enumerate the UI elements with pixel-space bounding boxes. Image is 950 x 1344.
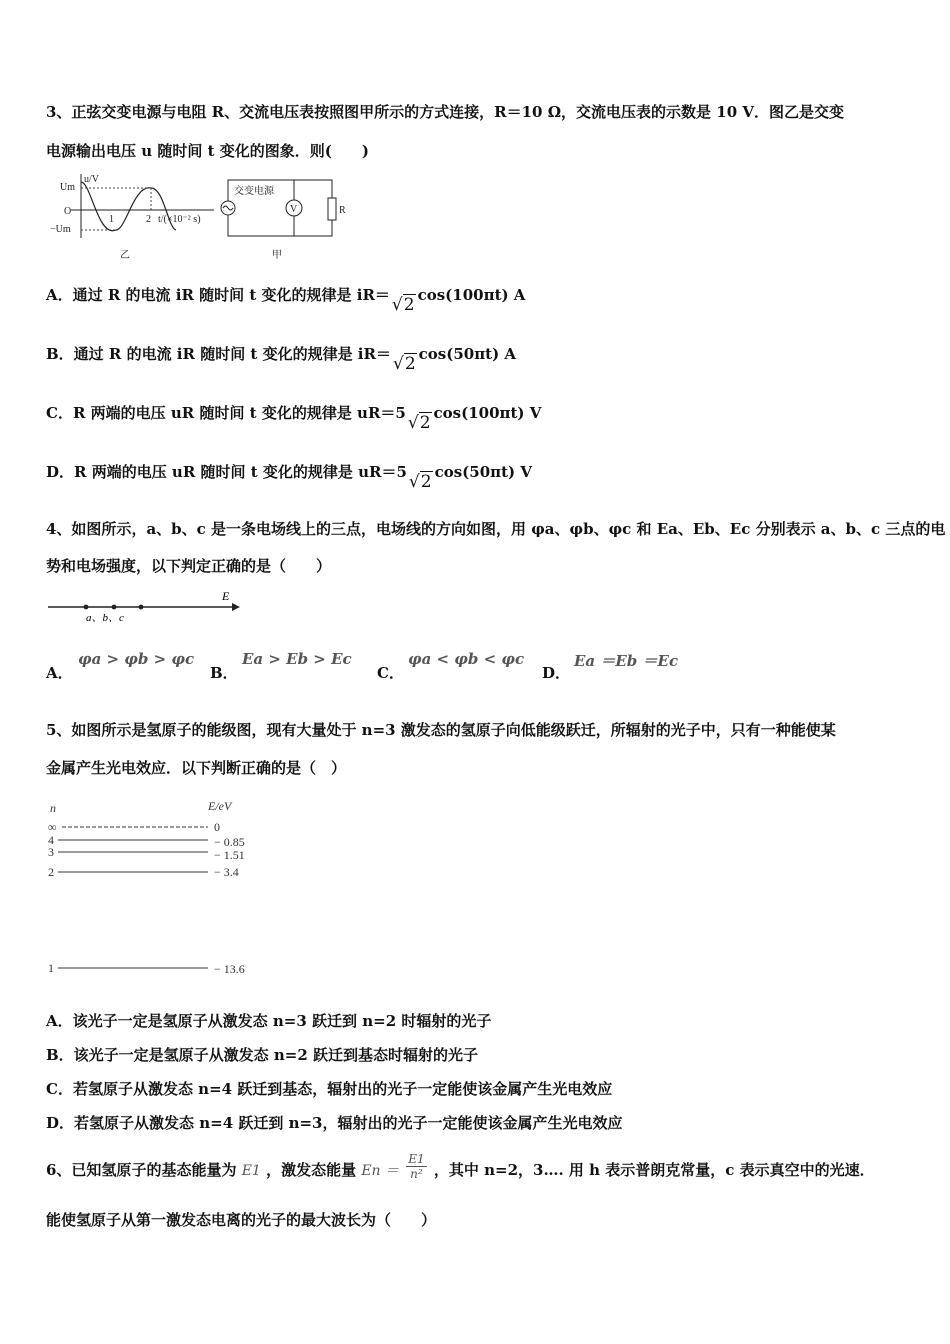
level-1-n: 1 bbox=[48, 961, 54, 975]
q6-en: En ＝ bbox=[361, 1163, 399, 1179]
t-axis-label: t/(×10⁻² s) bbox=[158, 214, 201, 225]
q4-option-d-expr: Ea ＝Eb ＝Ec bbox=[574, 652, 679, 670]
q6-line1: 6、已知氢原子的基态能量为 E1 ，激发态能量 En ＝ $\frac{E1}{\text{n²}}$ ，其中 n=2，3…. 用 h 表示普朗克常量，c 表示真空中的光速． bbox=[46, 1151, 875, 1181]
q4-field-line-figure bbox=[46, 588, 246, 628]
source-label: 交变电源 bbox=[234, 186, 274, 197]
level-1-e: − 13.6 bbox=[214, 962, 245, 976]
q3-option-c: C．R 两端的电压 uR 随时间 t 变化的规律是 uR＝5 √2 cos(100πt) V bbox=[46, 404, 542, 433]
tick-2-label: 2 bbox=[146, 214, 151, 225]
caption-jia: 甲 bbox=[272, 250, 282, 261]
level-4-e: − 0.85 bbox=[214, 835, 245, 849]
origin-label: O bbox=[64, 206, 72, 217]
q3-line1: 3、正弦交变电源与电阻 R、交流电压表按照图甲所示的方式连接，R＝10 Ω，交流电压表的示数是 10 V．图乙是交变 bbox=[46, 103, 845, 121]
level-3-e: − 1.51 bbox=[214, 848, 245, 862]
q4-option-a-expr: φa > φb > φc bbox=[78, 650, 195, 668]
e-direction-label: E bbox=[222, 589, 230, 603]
u-axis-label: u/V bbox=[84, 174, 99, 185]
q5-option-d: D．若氢原子从激发态 n=4 跃迁到 n=3，辐射出的光子一定能使该金属产生光电效应 bbox=[46, 1114, 623, 1132]
q4-option-d-letter: D． bbox=[542, 664, 571, 682]
level-inf-e: 0 bbox=[214, 820, 220, 834]
q5-option-a: A．该光子一定是氢原子从激发态 n=3 跃迁到 n=2 时辐射的光子 bbox=[46, 1012, 492, 1030]
q4-line2: 势和电场强度，以下判定正确的是（ ） bbox=[46, 557, 332, 575]
q4-line1: 4、如图所示，a、b、c 是一条电场线上的三点，电场线的方向如图，用 φa、φb、φc 和 Ea、Eb、Ec 分别表示 a、b、c 三点的电 bbox=[46, 520, 946, 538]
q5-line2: 金属产生光电效应．以下判断正确的是（ ） bbox=[46, 759, 347, 777]
q6-line2: 能使氢原子从第一激发态电离的光子的最大波长为（ ） bbox=[46, 1211, 437, 1229]
level-2-n: 2 bbox=[48, 865, 54, 879]
q6-fraction: $\frac{E1}{\text{n²}}$ bbox=[408, 1151, 425, 1181]
caption-yi: 乙 bbox=[120, 250, 130, 261]
e-axis-label: E/eV bbox=[208, 799, 232, 813]
um-top-label: Um bbox=[60, 182, 75, 193]
q5-option-c: C．若氢原子从激发态 n=4 跃迁到基态，辐射出的光子一定能使该金属产生光电效应 bbox=[46, 1080, 613, 1098]
q5-option-b: B．该光子一定是氢原子从激发态 n=2 跃迁到基态时辐射的光子 bbox=[46, 1046, 479, 1064]
tick-1-label: 1 bbox=[109, 214, 114, 225]
q3-option-a: A．通过 R 的电流 iR 随时间 t 变化的规律是 iR＝ √2 cos(100πt) A bbox=[46, 286, 526, 315]
level-4-n: 4 bbox=[48, 833, 54, 847]
q4-option-c-letter: C． bbox=[377, 664, 404, 682]
q3-figure bbox=[46, 172, 346, 264]
um-bottom-label: −Um bbox=[50, 224, 71, 235]
q4-option-b-expr: Ea > Eb > Ec bbox=[242, 650, 352, 668]
resistor-label: R bbox=[339, 205, 346, 216]
points-label: a、b、c bbox=[86, 612, 124, 624]
q4-option-a-letter: A． bbox=[46, 664, 73, 682]
q5-energy-level-diagram bbox=[46, 798, 276, 980]
q3-option-d: D．R 两端的电压 uR 随时间 t 变化的规律是 uR＝5 √2 cos(50πt) V bbox=[46, 463, 533, 492]
q3-line2: 电源输出电压 u 随时间 t 变化的图象．则( ) bbox=[46, 142, 369, 160]
q6-e1: E1 bbox=[241, 1163, 261, 1179]
q4-option-c-expr: φa < φb < φc bbox=[408, 650, 525, 668]
q5-line1: 5、如图所示是氢原子的能级图，现有大量处于 n=3 激发态的氢原子向低能级跃迁，所辐射的光子中，只有一种能使某 bbox=[46, 721, 836, 739]
q3-option-b: B．通过 R 的电流 iR 随时间 t 变化的规律是 iR＝ √2 cos(50πt) A bbox=[46, 345, 517, 374]
voltmeter-label: V bbox=[290, 204, 298, 215]
level-3-n: 3 bbox=[48, 845, 54, 859]
level-inf-n: ∞ bbox=[48, 820, 57, 834]
n-axis-label: n bbox=[50, 801, 56, 815]
level-2-e: − 3.4 bbox=[214, 865, 239, 879]
q4-option-b-letter: B． bbox=[210, 664, 238, 682]
